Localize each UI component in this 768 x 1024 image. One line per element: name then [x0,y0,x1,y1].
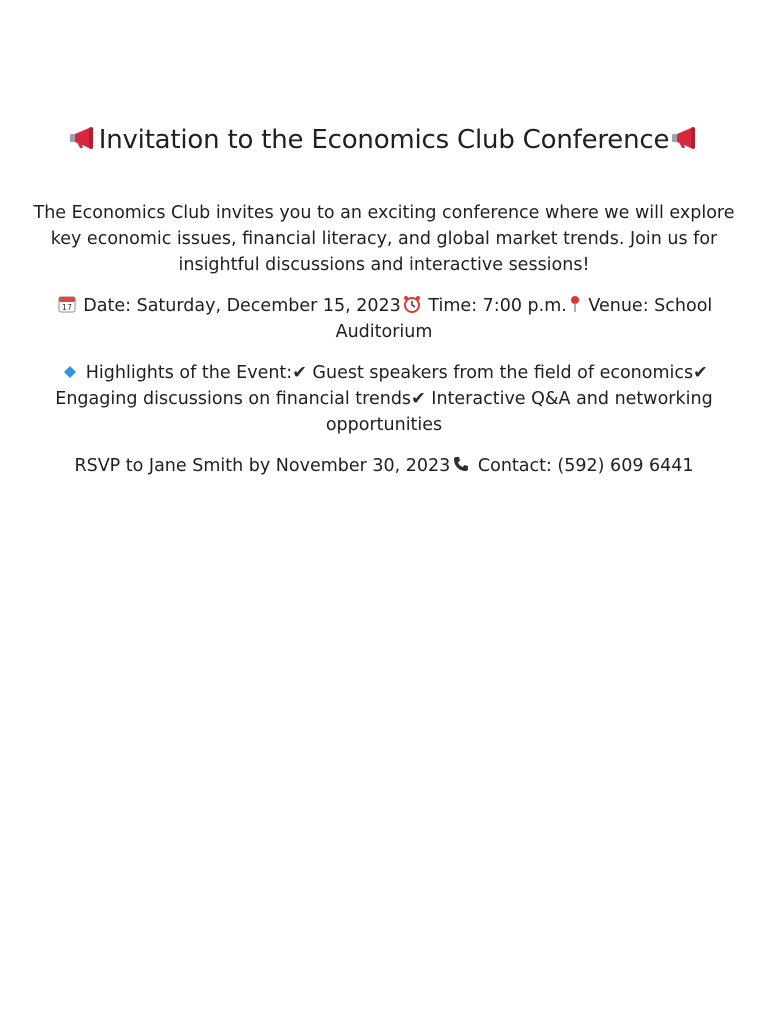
contact-text: Contact: (592) 609 6441 [472,456,694,476]
highlight-item: Interactive Q&A and networking opportunities [325,389,713,435]
alarm-clock-icon [403,295,421,313]
check-mark-icon: ✔ [292,363,307,383]
megaphone-icon [69,126,97,150]
phone-icon [452,455,470,473]
page-title [0,118,768,162]
title-text: Invitation to the Economics Club Conference [98,125,670,155]
megaphone-icon [671,126,699,150]
check-mark-icon: ✔ [411,389,426,409]
svg-text:17: 17 [61,303,72,312]
highlight-item: Engaging discussions on financial trends [55,389,412,409]
event-venue: Venue: School Auditorium [335,296,713,342]
check-mark-icon: ✔ [693,363,708,383]
calendar-icon [58,295,76,313]
diamond-icon [62,364,78,380]
rsvp-text: RSVP to Jane Smith by November 30, 2023 [74,456,451,476]
event-highlights [30,360,738,438]
highlight-item: Guest speakers from the field of economics [306,363,694,383]
pin-icon [569,295,581,313]
event-date: Date: Saturday, December 15, 2023 [77,296,401,316]
intro-paragraph: The Economics Club invites you to an exciting conference where we will explore key economic issues, financial literacy, and global market trends. Join us for insightful discussions and interactive sessions! [33,203,735,275]
highlights-heading: Highlights of the Event: [80,363,293,383]
rsvp-line [30,453,738,479]
event-time: Time: 7:00 p.m. [422,296,567,316]
event-details [30,293,738,345]
invitation-body [30,200,738,494]
